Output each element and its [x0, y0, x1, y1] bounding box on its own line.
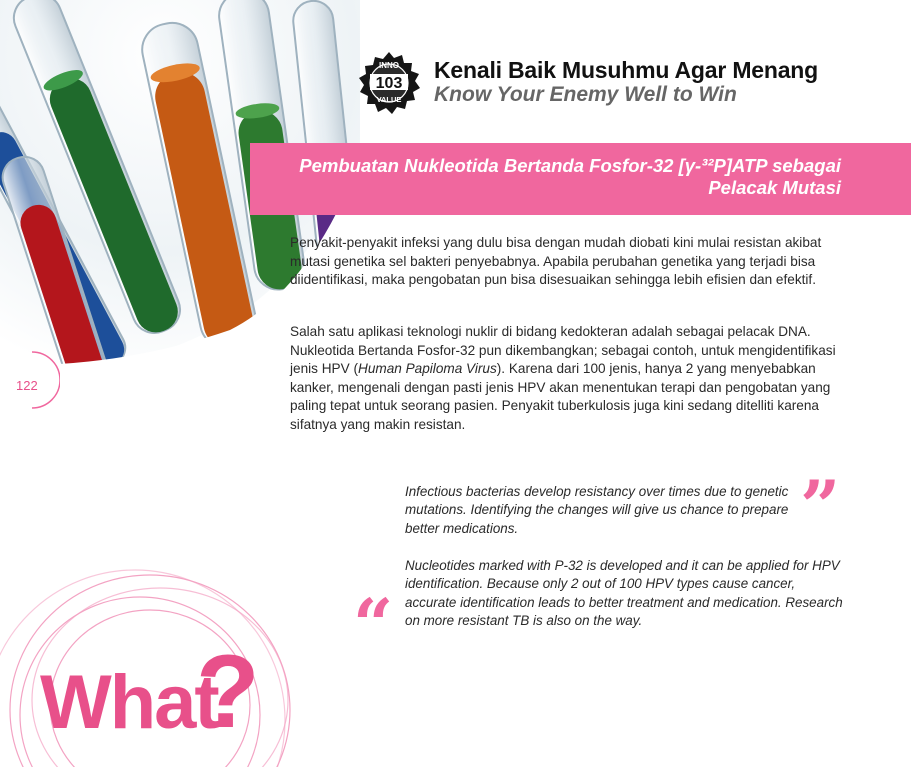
p2-text-before: Salah satu aplikasi teknologi nuklir di bidang kedokteran adalah sebagai pelacak DNA. Nukleotida Bertanda Fosfor-32 pun dikembangkan; sebagai contoh, untuk mengidentifikasi jenis HPV ( [290, 324, 836, 377]
p2-text-italic: Human Papiloma Virus [358, 361, 497, 377]
section-heading-line2: Pelacak Mutasi [708, 177, 841, 198]
inno-value-logo [356, 50, 422, 116]
title-malay: Kenali Baik Musuhmu Agar Menang [434, 57, 819, 83]
logo-top-text: INNO [379, 61, 399, 70]
quote-paragraph-2: Nucleotides marked with P-32 is developed and it can be applied for HPV identification. Because only 2 out of 100 HPV types cause cancer, accurate identification leads to better treatment and medication. Research on more resistant TB is also on the way. [405, 558, 843, 629]
logo-bottom-text: VALUE [376, 95, 402, 104]
quote-paragraph-1: Infectious bacterias develop resistancy over times due to genetic mutations. Identifying the changes will give us chance to prepare better medications. [405, 484, 789, 536]
body-paragraph-2 [290, 323, 845, 435]
section-heading [299, 155, 841, 199]
question-mark: ? [196, 634, 260, 750]
logo-number: 103 [375, 75, 403, 92]
section-heading-bar [250, 143, 911, 215]
p2-text-after: ). Karena dari 100 jenis, hanya 2 yang menyebabkan kanker, mengenali dengan pasti jenis HPV akan menentukan terapi dan pengobatan yang paling tepat untuk seorang pasien. Penyakit tuberkulosis juga kini sedang ditelliti karena sifatnya yang makin resistan. [290, 361, 831, 432]
close-quote-icon: ” [800, 465, 841, 548]
open-quote-icon: “ [353, 583, 394, 666]
body-paragraph-1: Penyakit-penyakit infeksi yang dulu bisa dengan mudah diobati kini mulai resistan akibat mutasi genetika sel bakteri penyebabnya. Apabila perubahan genetika yang terjadi bisa diidentifikasi, maka pengobatan pun bisa disesuaikan sehingga lebih efisien dan efektif. [290, 235, 822, 288]
what-word: What [40, 660, 218, 745]
title-english: Know Your Enemy Well to Win [434, 83, 737, 106]
page-number: 122 [16, 378, 38, 393]
section-heading-line1: Pembuatan Nukleotida Bertanda Fosfor-32 [γ-³²P]ATP sebagai [299, 155, 841, 176]
